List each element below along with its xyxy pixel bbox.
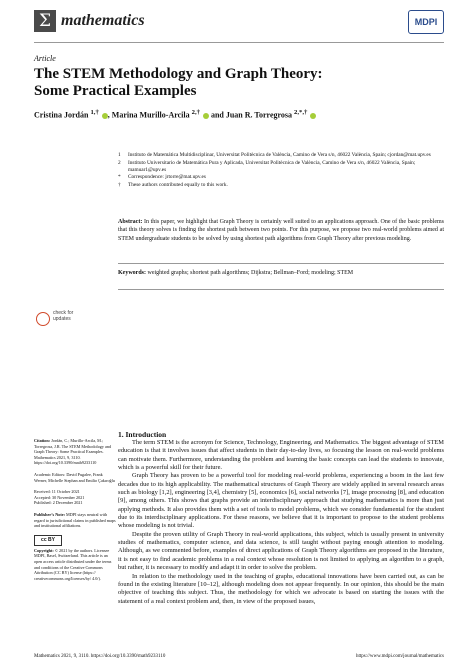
keywords — [118, 269, 444, 277]
received-date: Received: 11 October 2021 — [34, 489, 80, 495]
citation-text[interactable]: Jordán, C.; Murillo-Arcila, M.; Torregrosa, J.R. The STEM Methodology and Graph Theory: Some Practical Examples. Mathematics 2021, 9, 3110. https://doi.org/10.3390/math9233110 — [34, 438, 112, 466]
article-type: Article — [34, 54, 56, 63]
author-name[interactable]: Cristina Jordán — [34, 110, 89, 120]
copyright-text: © 2021 by the authors. Licensee MDPI, Basel, Switzerland. This article is an open access article distributed under the terms and conditions of the Creative Commons Attribution (CC BY) license (https:// creativecommons.org/licenses/by/ 4.0/). — [34, 547, 112, 581]
intro-paragraph: In relation to the methodology used in the teaching of graphs, educational innovations have been carried out, as can be found in the existing literature [10–12], although modeling does not appear frequently. In our opinion, this should be the main objective of teaching this subject. Thus, the methodology for which we advocate is based on starting the issues with the statement of a real context problem and, then, in view of the proposed issues, — [118, 572, 444, 605]
keywords-text: weighted graphs; shortest path algorithms; Dijkstra; Bellman–Ford; modeling; STEM — [146, 270, 354, 276]
publisher-note-text: MDPI stays neutral with regard to jurisdictional claims in published maps and institutional affiliations. — [34, 511, 116, 529]
paper-title — [34, 66, 444, 100]
affiliation-marker: 2 — [118, 159, 121, 166]
footer-journal-url[interactable]: https://www.mdpi.com/journal/mathematics — [356, 654, 444, 659]
affiliation-item — [118, 182, 444, 189]
editors-label: Academic Editors: — [34, 471, 66, 477]
keywords-divider — [118, 289, 444, 290]
abstract-label: Abstract: — [118, 219, 143, 225]
check-updates-icon — [36, 312, 50, 326]
affiliation-marker: * — [118, 174, 121, 181]
journal-name: mathematics — [61, 12, 145, 29]
author-affiliation-marker: 2,*,† — [294, 109, 308, 116]
check-updates-label — [53, 310, 73, 322]
section-heading: 1. Introduction — [118, 430, 167, 439]
abstract — [118, 218, 444, 243]
intro-paragraph: Graph Theory has proven to be a powerful tool for modeling real-world problems, experiencing a boom in the last few decades due to its high applicability. The mathematical structures of Graph Theory are widely applied in several research areas such as biology [1,2], engineering [3,4], chemistry [5], economics [6], social networks [7], image processing [8], and education [9], among others. This shows that graphs provide an interdisciplinary approach that studying mathematics is more than just applying methods. It also provides them with a set of tools to model problems, which we consider fundamental for the student due to its interdisciplinary applications. For these reasons, we believe that it is important to propose to the student problems whose modeling is not trivial. — [118, 472, 444, 530]
introduction-body — [118, 439, 444, 606]
equal-contribution-note: These authors contributed equally to this work. — [128, 181, 228, 188]
updates-line-2: updates — [53, 316, 71, 322]
title-line-2: Some Practical Examples — [34, 83, 197, 99]
check-for-updates-badge[interactable] — [36, 310, 82, 330]
journal-header — [34, 10, 444, 40]
title-line-1: The STEM Methodology and Graph Theory: — [34, 66, 323, 82]
page-footer — [34, 654, 444, 659]
affiliation-text: Instituto de Matemática Multidisciplinar, Universitat Politècnica de València, Camino de Vera s/n, 46022 València, Spain; cjordan@mat.upv.es — [128, 152, 431, 158]
abstract-divider — [118, 263, 444, 264]
header-rule — [34, 42, 444, 43]
accepted-date: Accepted: 30 November 2021 — [34, 494, 85, 500]
citation-label: Citation: — [34, 438, 51, 443]
affiliation-marker: 1 — [118, 152, 121, 158]
editors-text: David Pugalee, Frank Werner, Michelle Stephan and Emilio Çakıroğlu — [34, 471, 115, 483]
abstract-text: In this paper, we highlight that Graph Theory is certainly well suited to an applications approach. One of the basic problems that this theory solves is finding the shortest path between two points. For this purpose, we propose two real-world problems aimed at STEM undergraduate students to be solved by using shortest path algorithms from Graph Theory after previous modeling. — [118, 219, 444, 242]
publisher-note-label: Publisher’s Note: — [34, 511, 65, 517]
updates-line-1: check for — [53, 310, 74, 316]
author-affiliation-marker: 1,† — [90, 109, 99, 116]
footer-citation[interactable]: Mathematics 2021, 9, 3110. https://doi.org/10.3390/math9233110 — [34, 654, 166, 659]
affiliation-item — [118, 160, 444, 174]
journal-logo-icon: Σ — [34, 10, 56, 32]
cc-license-icon[interactable]: cc BY — [34, 535, 62, 546]
publisher-logo: MDPI — [408, 10, 444, 34]
editors-block — [34, 472, 116, 483]
affiliation-item — [118, 152, 444, 159]
author-name[interactable]: and Juan R. Torregrosa — [208, 110, 293, 120]
article-sidebar — [34, 438, 116, 587]
publisher-note-block — [34, 512, 116, 529]
published-date: Published: 2 December 2021 — [34, 500, 83, 506]
intro-paragraph: The term STEM is the acronym for Science, Technology, Engineering, and Mathematics. The biggest advantage of STEM education is that it involves issues that affect students in their day-to-day lives, so focusing the lesson on real-world problems can motivate them. Furthermore, understanding the problem and learning the basic concepts can lead the students to innovate, which is a powerful skill for their future. — [118, 439, 444, 472]
keywords-label: Keywords: — [118, 270, 146, 276]
orcid-icon[interactable] — [310, 113, 316, 119]
affiliation-text: Instituto Universitario de Matemática Pura y Aplicada, Universitat Politècnica de València, Camino de Vera s/n, 46022 València, Spain; mamuar1@upv.es — [128, 159, 416, 173]
dates-block — [34, 489, 116, 506]
copyright-label: Copyright: — [34, 547, 54, 553]
author-affiliation-marker: 2,† — [191, 109, 200, 116]
author-name[interactable]: , Marina Murillo-Arcila — [107, 110, 190, 120]
author-list — [34, 109, 444, 120]
affiliation-marker: † — [118, 181, 121, 188]
citation-block — [34, 438, 116, 466]
correspondence-text: Correspondence: jrtorre@mat.upv.es — [128, 174, 206, 181]
affiliations — [118, 152, 444, 189]
affiliation-item — [118, 174, 444, 181]
copyright-block — [34, 548, 116, 582]
intro-paragraph: Despite the proven utility of Graph Theory in real-world applications, this subject, which is usually present in university studies of mathematics, computer science, and data science, is still taught without paying enough attention to modeling. Although, as we commented before, examples of direct applications of Graph Theory algorithms are proposed in the literature, it is not easy to find academic problems in a real context whose resolution is not limited to applying an algorithm to a graph, but rather, it is necessary to modify and adapt it in order to solve the problem. — [118, 530, 444, 572]
